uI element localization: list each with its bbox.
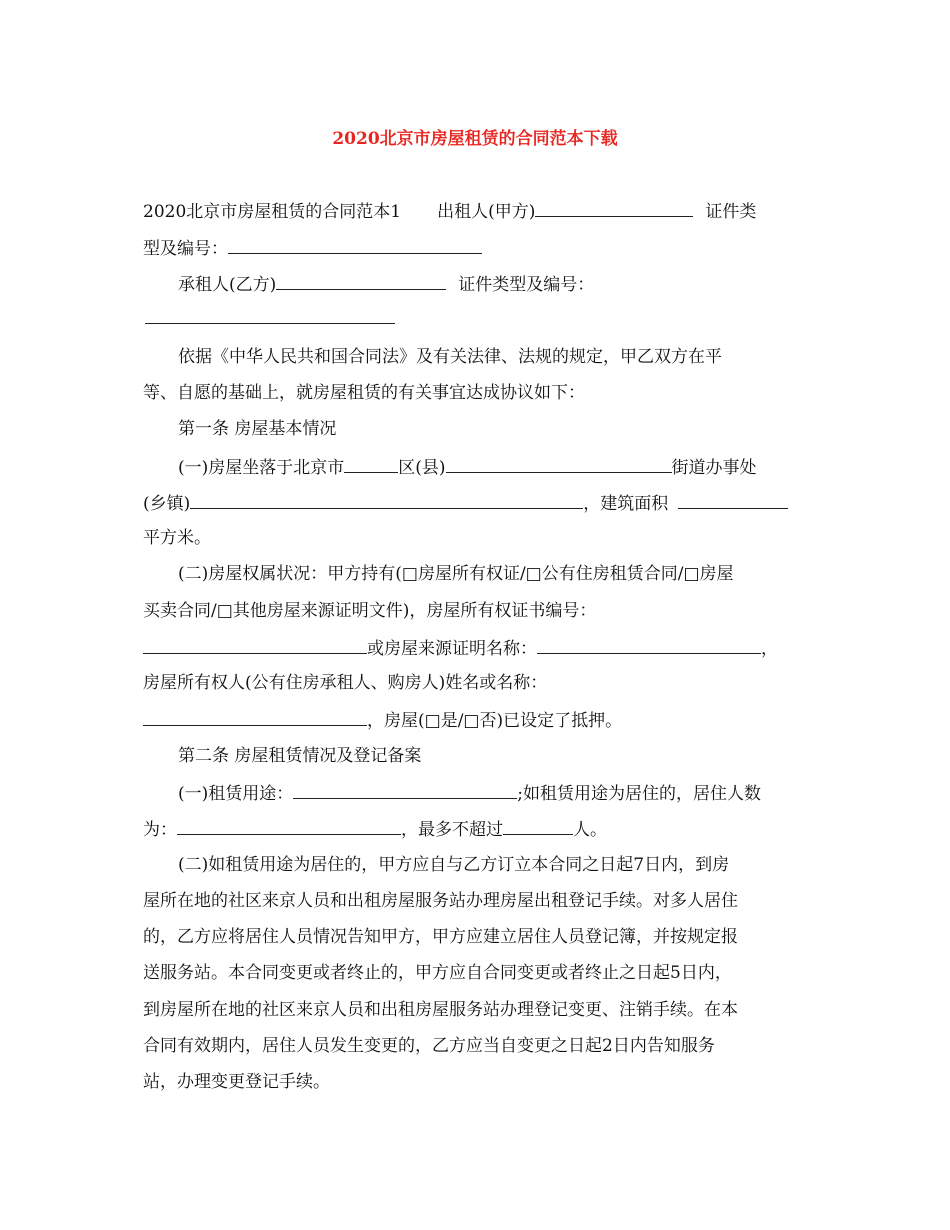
landlord-label: 出租人(甲方) [437,202,536,222]
line-landlord-id [143,236,482,260]
line-tenant [178,272,594,296]
district-label: 区(县) [398,458,446,478]
floor-area-blank[interactable] [678,491,788,509]
line-location [178,455,757,479]
street-blank[interactable] [446,455,672,473]
line-residents [143,817,607,841]
owner-name-label: 房屋所有权人(公有住房承租人、购房人)姓名或名称： [143,673,548,693]
landlord-blank[interactable] [535,199,693,217]
line-town-area [143,491,788,515]
ownership-status-1: (二)房屋权属状况：甲方持有(□房屋所有权证/□公有住房租赁合同/□房屋 [178,564,734,584]
max-label: ，最多不超过 [401,820,503,840]
registration-para-5: 到房屋所在地的社区来京人员和出租房屋服务站办理登记变更、注销手续。在本 [143,1000,738,1020]
registration-para-3: 的，乙方应将居住人员情况告知甲方，甲方应建立居住人员登记簿，并按规定报 [143,927,738,947]
comma-mark: ， [761,639,778,659]
town-blank[interactable] [190,491,583,509]
registration-para-2: 屋所在地的社区来京人员和出租房屋服务站办理房屋出租登记手续。对多人居住 [143,891,738,911]
tenant-id-label: 证件类型及编号： [458,275,595,295]
residents-text: ;如租赁用途为居住的，居住人数 [517,784,761,804]
source-proof-label: 或房屋来源证明名称： [367,639,537,659]
ownership-status-2: 买卖合同/□其他房屋来源证明文件)，房屋所有权证书编号： [143,601,597,621]
floor-area-label: ，建筑面积 [583,494,669,514]
district-blank[interactable] [344,455,398,473]
residents-label: 为： [143,820,177,840]
registration-para-6: 合同有效期内，居住人员发生变更的，乙方应当自变更之日起2日内告知服务 [143,1036,715,1056]
paragraph-basis-2: 等、自愿的基础上，就房屋租赁的有关事宜达成协议如下： [143,383,585,403]
contract-subtitle: 2020北京市房屋租赁的合同范本1 [143,202,402,222]
article-2-heading: 第二条 房屋租赁情况及登记备案 [178,746,422,766]
square-meters-label: 平方米。 [143,528,211,548]
max-residents-blank[interactable] [503,817,573,835]
line-mortgage [143,708,622,732]
street-office-label: 街道办事处 [671,458,757,478]
source-proof-blank[interactable] [537,636,761,654]
certificate-number-blank[interactable] [143,636,367,654]
tenant-label: 承租人(乙方) [178,275,277,295]
line-purpose [178,781,761,805]
line-certificate [143,636,778,660]
purpose-blank[interactable] [293,781,517,799]
owner-name-blank[interactable] [143,708,367,726]
id-type-label-a: 证件类 [705,202,757,222]
document-title: 2020北京市房屋租赁的合同范本下载 [332,129,618,149]
mortgage-text: ，房屋(□是/□否)已设定了抵押。 [367,711,623,731]
id-type-label-b: 型及编号： [143,239,228,259]
town-label: (乡镇) [143,494,191,514]
registration-para-4: 送服务站。本合同变更或者终止的，甲方应自合同变更或者终止之日起5日内， [143,963,732,983]
persons-label: 人。 [573,820,607,840]
purpose-label: (一)租赁用途： [178,784,294,804]
article-1-heading: 第一条 房屋基本情况 [178,419,337,439]
residents-blank[interactable] [177,817,401,835]
registration-para-1: (二)如租赁用途为居住的，甲方应自与乙方订立本合同之日起7日内，到房 [178,855,730,875]
paragraph-basis-1: 依据《中华人民共和国合同法》及有关法律、法规的规定，甲乙双方在平 [178,347,722,367]
landlord-id-blank[interactable] [228,236,482,254]
tenant-id-blank[interactable] [145,323,395,324]
line-landlord [143,199,756,223]
location-label: (一)房屋坐落于北京市 [178,458,345,478]
tenant-blank[interactable] [276,272,446,290]
registration-para-7: 站，办理变更登记手续。 [143,1072,330,1092]
